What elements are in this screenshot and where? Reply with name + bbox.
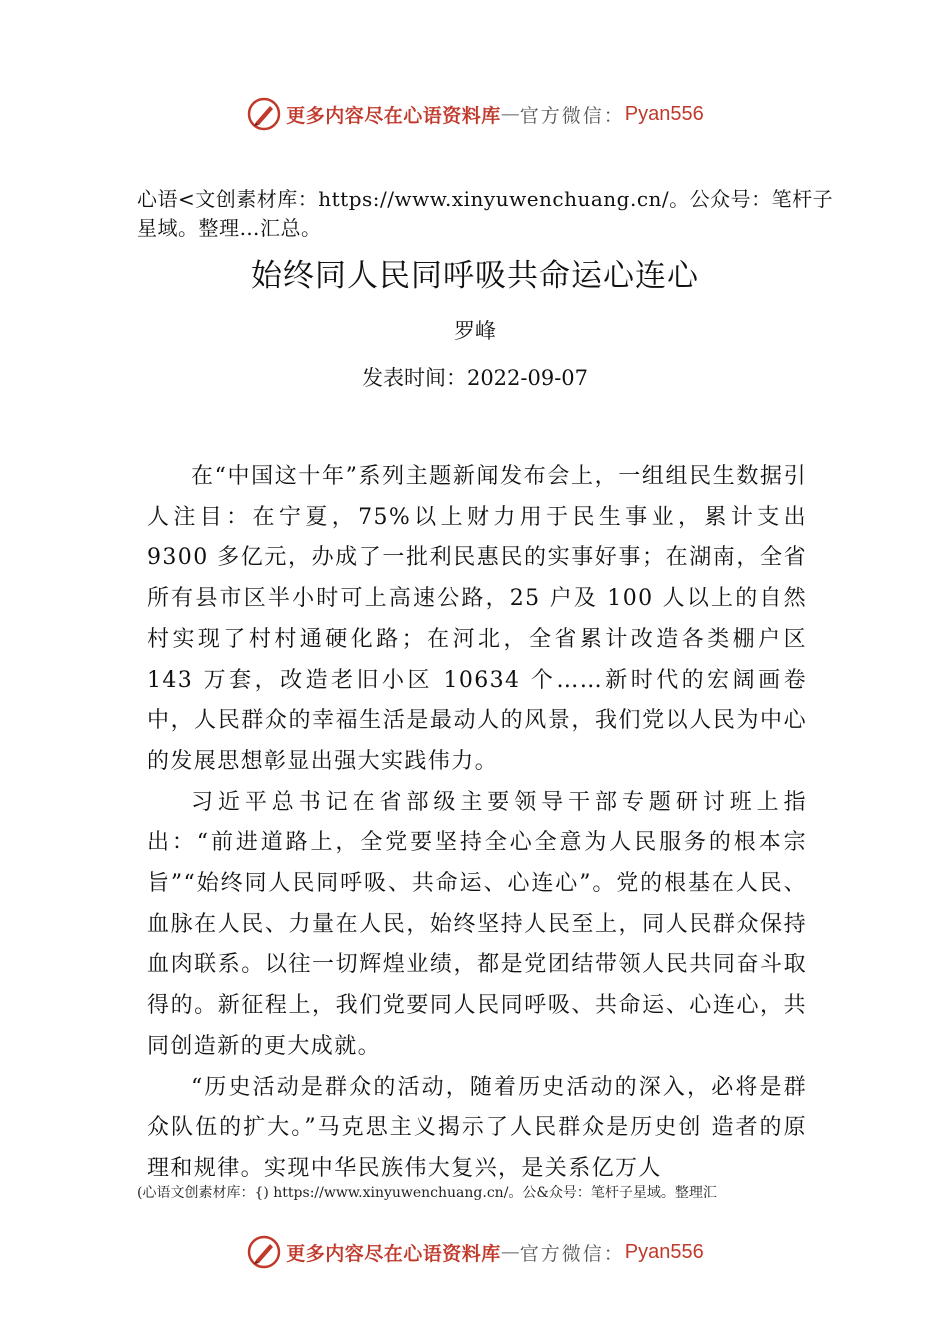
banner-wechat-label: 官方微信：: [519, 1242, 625, 1265]
paragraph-2: 习近平总书记在省部级主要领导干部专题研讨班上指出：“前进道路上，全党要坚持全心全意为人民服务的根本宗旨”“始终同人民同呼吸、共命运、心连心”。党的根基在人民、血脉在人民、力量在人民，始终坚持人民至上，同人民群众保持血肉联系。以往一切辉煌业绩，都是党团结带领人民共同奋斗取得的。新征程上，我们党要同人民同呼吸、共命运、心连心，共同创造新的更大成就。: [147, 789, 807, 1059]
banner-wechat-id: Pyan556: [624, 102, 704, 125]
top-banner: [0, 94, 950, 134]
banner-dash: —: [500, 1241, 520, 1263]
source-line: 心语<文创素材库：https://www.xinyuwenchuang.cn/。公众号：笔杆子星域。整理…汇总。: [137, 187, 834, 240]
banner-brand-text: 更多内容尽在心语资料库: [286, 104, 501, 127]
bottom-banner: [0, 1232, 950, 1272]
pen-logo-icon: [246, 1234, 282, 1270]
article-title: 始终同人民同呼吸共命运心连心: [251, 258, 699, 294]
article-body: [147, 457, 807, 1190]
article-author: 罗峰: [454, 319, 496, 343]
banner-wechat-label: 官方微信：: [519, 104, 625, 127]
banner-dash: —: [500, 103, 520, 125]
paragraph-1: 在“中国这十年”系列主题新闻发布会上，一组组民生数据引人注目：在宁夏，75%以上财力用于民生事业，累计支出 9300 多亿元，办成了一批利民惠民的实事好事；在湖南，全省所有县市区半小时可上高速公路，25 户及 100 人以上的自然村实现了村村通硬化路；在河北，全省累计改造各类棚户区 143 万套，改造老旧小区 10634 个……新时代的宏阔画卷中，人民群众的幸福生活是最动人的风景，我们党以人民为中心的发展思想彰显出强大实践伟力。: [147, 464, 807, 774]
footer-source-line: (心语文创素材库：{) https://www.xinyuwenchuang.cn/。公&众号：笔杆子星域。整理汇: [137, 1185, 717, 1201]
publish-date: 发表时间：2022-09-07: [361, 366, 589, 390]
pen-logo-icon: [246, 96, 282, 132]
banner-brand-text: 更多内容尽在心语资料库: [286, 1242, 501, 1265]
paragraph-3: “历史活动是群众的活动，随着历史活动的深入，必将是群众队伍的扩大。”马克思主义揭示了人民群众是历史创 造者的原理和规律。实现中华民族伟大复兴，是关系亿万人: [147, 1074, 807, 1181]
banner-wechat-id: Pyan556: [624, 1240, 704, 1263]
